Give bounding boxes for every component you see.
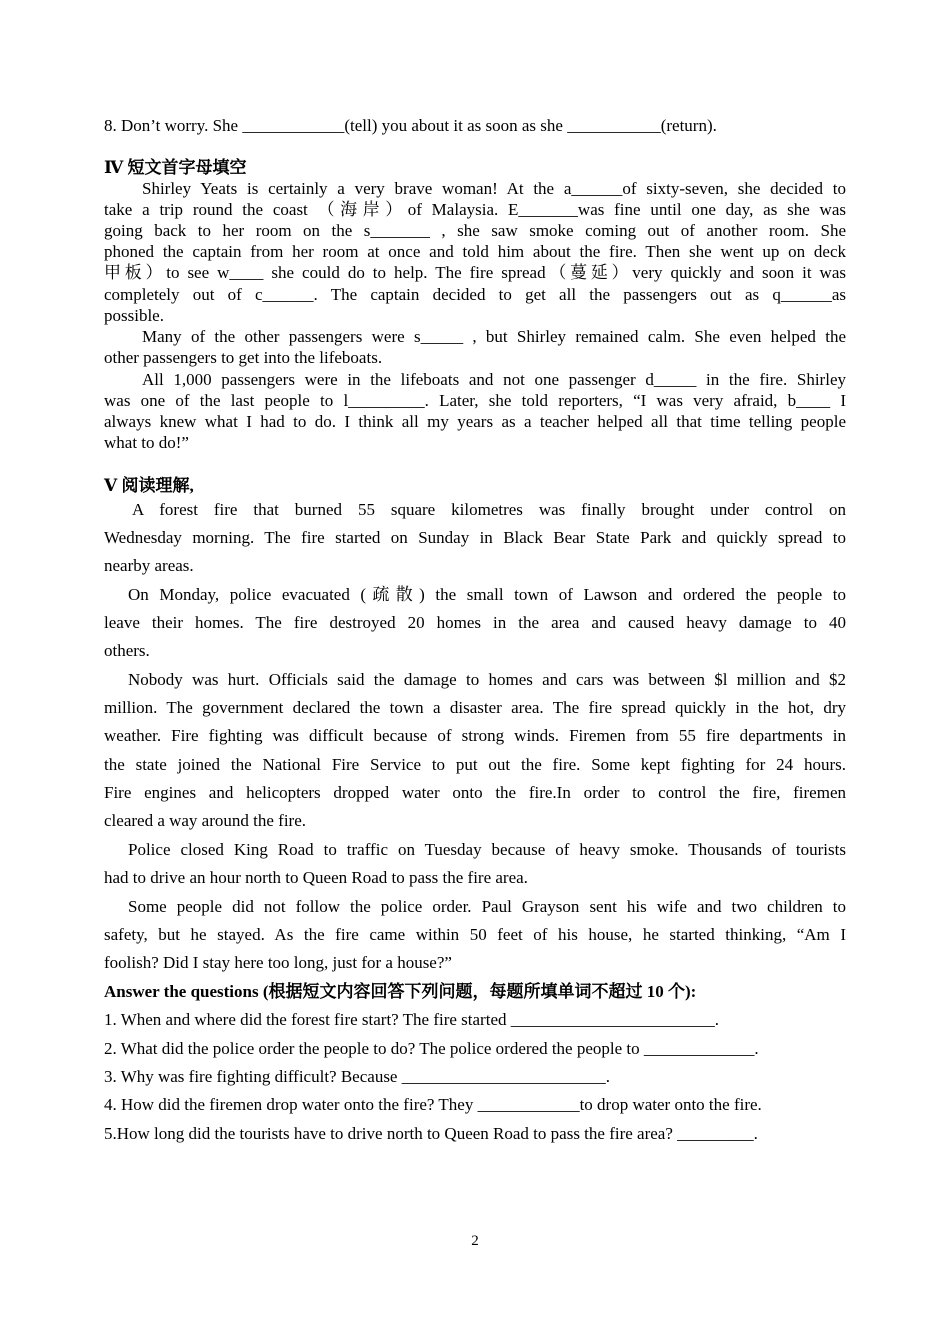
passage-5-line: the state joined the National Fire Service to put out the fire. Some kept fighting for 24 hours. bbox=[104, 755, 846, 774]
passage-5-line: A forest fire that burned 55 square kilometres was finally brought under control on bbox=[132, 500, 846, 519]
question-4: 4. How did the firemen drop water onto the fire? They ____________to drop water onto the fire. bbox=[104, 1095, 762, 1114]
passage-4-line: going back to her room on the s_______ , she saw smoke coming out of another room. She bbox=[104, 221, 846, 240]
passage-5-line: had to drive an hour north to Queen Road to pass the fire area. bbox=[104, 868, 528, 887]
passage-4-line: what to do!” bbox=[104, 433, 189, 452]
question-8: 8. Don’t worry. She ____________(tell) you about it as soon as she ___________(return). bbox=[104, 116, 717, 135]
passage-5-line: million. The government declared the town a disaster area. The fire spread quickly in the hot, dry bbox=[104, 698, 846, 717]
passage-4-line: Many of the other passengers were s_____ , but Shirley remained calm. She even helped the bbox=[142, 327, 846, 346]
passage-4-line: All 1,000 passengers were in the lifeboats and not one passenger d_____ in the fire. Shirley bbox=[142, 370, 846, 389]
passage-4-line: other passengers to get into the lifeboats. bbox=[104, 348, 383, 367]
passage-5-line: On Monday, police evacuated (疏散) the small town of Lawson and ordered the people to bbox=[128, 585, 846, 604]
passage-4-line: was one of the last people to l_________. Later, she told reporters, “I was very afraid, b____ I bbox=[104, 391, 846, 410]
section-5-heading: Ⅴ 阅读理解, bbox=[104, 476, 194, 495]
passage-5-line: Some people did not follow the police order. Paul Grayson sent his wife and two children to bbox=[128, 897, 846, 916]
section-4-heading: Ⅳ 短文首字母填空 bbox=[104, 158, 247, 177]
passage-5-line: Police closed King Road to traffic on Tuesday because of heavy smoke. Thousands of tourists bbox=[128, 840, 846, 859]
passage-4-line: always knew what I had to do. I think all my years as a teacher helped all that time telling people bbox=[104, 412, 846, 431]
page-number: 2 bbox=[471, 1233, 479, 1249]
passage-5-line: foolish? Did I stay here too long, just for a house?” bbox=[104, 953, 452, 972]
passage-5-line: nearby areas. bbox=[104, 556, 194, 575]
question-2: 2. What did the police order the people to do? The police ordered the people to _____________. bbox=[104, 1039, 759, 1058]
passage-4-line: completely out of c______. The captain decided to get all the passengers out as q______as bbox=[104, 285, 846, 304]
passage-5-line: Fire engines and helicopters dropped water onto the fire.In order to control the fire, firemen bbox=[104, 783, 846, 802]
passage-4-line: 甲板）to see w____ she could do to help. The fire spread（蔓延）very quickly and soon it was bbox=[104, 263, 846, 282]
passage-5-line: cleared a way around the fire. bbox=[104, 811, 306, 830]
passage-4-line: possible. bbox=[104, 306, 164, 325]
passage-5-line: others. bbox=[104, 641, 150, 660]
passage-4-line: take a trip round the coast （海岸）of Malaysia. E_______was fine until one day, as she was bbox=[104, 200, 846, 219]
passage-5-line: safety, but he stayed. As the fire came within 50 feet of his house, he started thinking, “Am I bbox=[104, 925, 846, 944]
passage-5-line: weather. Fire fighting was difficult because of strong winds. Firemen from 55 fire departments in bbox=[104, 726, 846, 745]
question-3: 3. Why was fire fighting difficult? Because ________________________. bbox=[104, 1067, 610, 1086]
passage-5-line: Wednesday morning. The fire started on Sunday in Black Bear State Park and quickly spread to bbox=[104, 528, 846, 547]
question-1: 1. When and where did the forest fire start? The fire started ________________________. bbox=[104, 1010, 719, 1029]
answer-questions-heading: Answer the questions (根据短文内容回答下列问题，每题所填单词不超过 10 个): bbox=[104, 982, 697, 1001]
passage-5-line: leave their homes. The fire destroyed 20 homes in the area and caused heavy damage to 40 bbox=[104, 613, 846, 632]
passage-4-line: phoned the captain from her room at once and told him about the fire. Then she went up on deck bbox=[104, 242, 846, 261]
passage-5-line: Nobody was hurt. Officials said the damage to homes and cars was between $l million and $2 bbox=[128, 670, 846, 689]
question-5: 5.How long did the tourists have to drive north to Queen Road to pass the fire area? _________. bbox=[104, 1124, 758, 1143]
passage-4-line: Shirley Yeats is certainly a very brave woman! At the a______of sixty-seven, she decided to bbox=[142, 179, 846, 198]
